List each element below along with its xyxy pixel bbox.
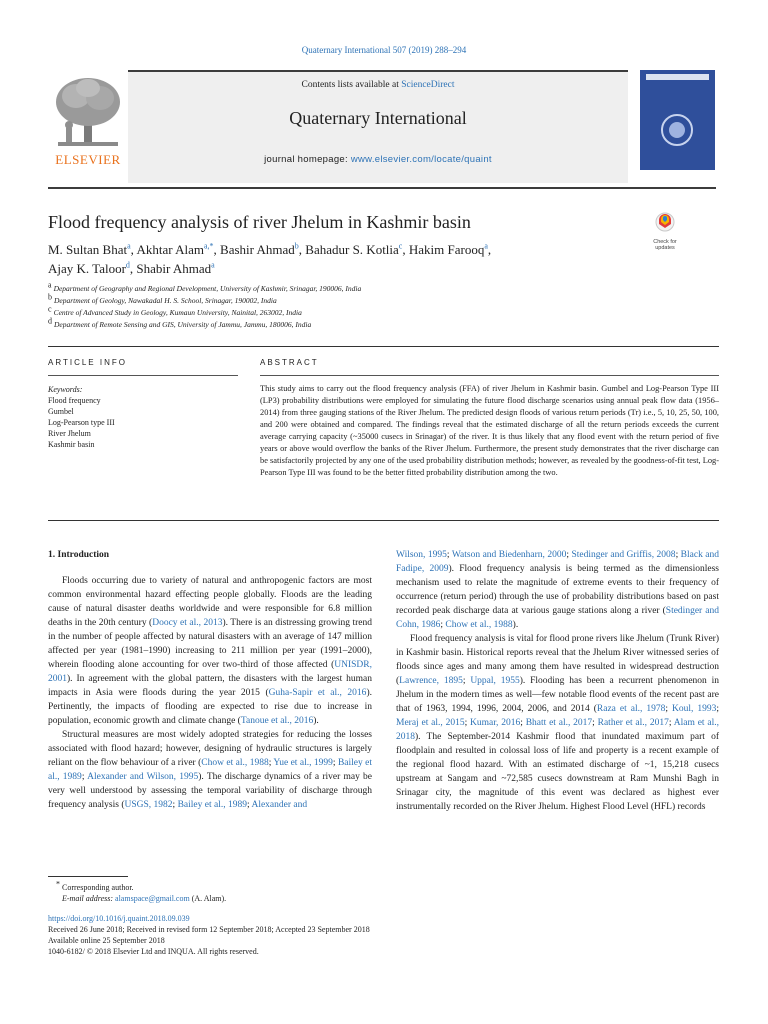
citation-link[interactable]: Tanoue et al., 2016: [240, 716, 314, 726]
paragraph-text: ;: [172, 800, 178, 810]
affiliation-key: d: [48, 316, 52, 326]
affiliation-text: Department of Remote Sensing and GIS, University of Jammu, Jammu, 180006, India: [54, 320, 312, 329]
affiliation-key: c: [48, 304, 52, 314]
abstract-heading: ABSTRACT: [260, 358, 319, 367]
journal-title: Quaternary International: [289, 108, 467, 128]
paragraph-text: ).: [512, 620, 519, 630]
body-column-left: [48, 548, 372, 812]
received-dates: Received 26 June 2018; Received in revised form 12 September 2018; Accepted 23 September 2018: [48, 925, 370, 934]
paragraph-text: ). Pertinently, the impacts of flooding are expected to rise due to increase in population, economic growth and climate change (: [48, 688, 372, 726]
citation-link[interactable]: Chow et al., 1988: [201, 758, 269, 768]
paragraph-text: ;: [464, 718, 471, 728]
citation-link[interactable]: Bailey et al., 1989: [177, 800, 247, 810]
citation-link[interactable]: Koul, 1993: [672, 704, 717, 714]
affiliation-text: Centre of Advanced Study in Geology, Kumaun University, Nainital, 263002, India: [53, 308, 302, 317]
body-paragraph: [48, 728, 372, 812]
cover-seal-center: [669, 122, 685, 138]
author-affiliation-marker[interactable]: a: [211, 260, 215, 270]
author-name[interactable]: Ajay K. Taloor: [48, 261, 126, 276]
affiliation-key: b: [48, 292, 52, 302]
citation-link[interactable]: Uppal, 1955: [470, 676, 520, 686]
paragraph-text: ;: [446, 550, 452, 560]
keyword-item: Log-Pearson type III: [48, 418, 115, 427]
author-affiliation-marker[interactable]: a: [127, 241, 131, 251]
article-info-rule: [48, 375, 238, 376]
keyword-item: Kashmir basin: [48, 440, 95, 449]
body-paragraph: [396, 632, 719, 814]
abstract-bottom-rule: [48, 520, 719, 521]
author-separator: ,: [129, 261, 137, 276]
citation-link[interactable]: Bailey et al., 1989: [48, 758, 373, 782]
citation-link[interactable]: Alexander and: [251, 800, 308, 810]
citation-link[interactable]: Stedinger and Griffis, 2008: [571, 550, 676, 560]
author-affiliation-marker[interactable]: a: [484, 241, 488, 251]
paragraph-text: ;: [332, 758, 338, 768]
citation-link[interactable]: Black and Fadipe, 2009: [396, 550, 720, 574]
paragraph-text: ). In agreement with the global pattern, the disasters with the largest human impacts in Asia were floods during the year 2015 (: [48, 674, 372, 698]
check-for-updates-button[interactable]: [648, 212, 682, 250]
citation-link[interactable]: USGS, 1982: [124, 800, 173, 810]
email-link[interactable]: alamspace@gmail.com: [115, 894, 190, 903]
paragraph-text: ). Flooding has been a recurrent phenomenon in Jhelum in the modern times as well—few notable flood events of the recent past are that of 1963, 1994, 1996, 2004, 2006, and 2014 (: [396, 676, 720, 714]
paragraph-text: Structural measures are most widely adopted strategies for reducing the losses associated with flood hazard; however, designing of hydraulic structures is largely reliant on the flow behaviour of a river (: [48, 730, 372, 768]
author-separator: ,: [402, 242, 409, 257]
keyword-item: Gumbel: [48, 407, 74, 416]
header-center-panel: [128, 70, 628, 183]
citation-link[interactable]: Doocy et al., 2013: [152, 618, 223, 628]
journal-cover-image[interactable]: [640, 70, 715, 170]
section-heading-introduction: 1. Introduction: [48, 550, 110, 560]
author-affiliation-marker[interactable]: b: [294, 241, 299, 251]
author-affiliation-marker[interactable]: a,*: [203, 241, 214, 251]
homepage-line: [128, 154, 628, 165]
journal-header: [48, 70, 628, 183]
citation-link[interactable]: Watson and Biedenharn, 2000: [451, 550, 567, 560]
paragraph-text: Floods occurring due to variety of natural and anthropogenic factors are most common environmental hazard effecting people globally. Floods are the leading cause of natural disaster deaths worldwide and were responsible for 6.8 million deaths in the 20th century (: [48, 576, 372, 628]
keyword-item: Flood frequency: [48, 396, 101, 405]
paragraph-text: ;: [716, 704, 720, 714]
citation-link[interactable]: Lawrence, 1895: [399, 676, 463, 686]
email-note: [48, 893, 448, 904]
check-updates-line2: updates: [655, 245, 675, 251]
keywords-list: [48, 395, 238, 450]
affiliation-text: Department of Geography and Regional Development, University of Kashmir, Srinagar, 190006, India: [53, 284, 362, 293]
citation-link[interactable]: Raza et al., 1978: [596, 704, 666, 714]
keywords-block: [48, 384, 238, 450]
paragraph-text: ;: [440, 620, 446, 630]
affiliation-b: [48, 292, 648, 306]
corresponding-text: Corresponding author.: [62, 883, 134, 892]
paragraph-text: Flood frequency analysis is vital for flood prone rivers like Jhelum (Trunk River) in Kashmir basin. Historical reports reveal that the Jhelum River witnessed series of floods since ages and many among them have resulted in widespread destruction (: [396, 634, 719, 686]
affiliation-a: [48, 280, 648, 294]
journal-reference-link[interactable]: Quaternary International 507 (2019) 288–294: [301, 45, 467, 55]
affiliation-key: a: [48, 280, 52, 290]
author-separator: ,: [487, 242, 492, 257]
body-column-right: [396, 548, 719, 814]
citation-link[interactable]: Guha-Sapir et al., 2016: [268, 688, 367, 698]
author-separator: ,: [130, 242, 137, 257]
abstract-rule: [260, 375, 719, 376]
citation-link[interactable]: Alexander and Wilson, 1995: [87, 772, 199, 782]
cover-title-strip: [646, 74, 709, 80]
author-name[interactable]: Shabir Ahmad: [136, 261, 212, 276]
body-paragraph: [396, 548, 719, 632]
email-label: E-mail address:: [62, 894, 114, 903]
author-name[interactable]: Akhtar Alam: [136, 242, 204, 257]
check-updates-icon: [655, 212, 675, 234]
email-suffix: (A. Alam).: [189, 894, 227, 903]
paragraph-text: ;: [462, 676, 471, 686]
author-list: [48, 240, 648, 278]
corresponding-author-note: [48, 879, 448, 893]
paragraph-text: ;: [520, 718, 526, 728]
abstract-text: This study aims to carry out the flood frequency analysis (FFA) of river Jhelum in Kashmir basin. Gumbel and Log-Pearson Type III (LP3) probability distributions were employed for simulating the future flood discharge scenarios using annual peak flow data (1956–2014) from three gauging stations of the River Jhelum. The predicted design floods of various return periods (Tr) i.e., 5, 10, 25, 50, 100, and 200 were obtained and compared. The findings reveal that the estimated discharge of all the return periods exceeds the current average carrying capacity (~35000 cusecs in Srinagar) of the river. It is thus likely that any flood event with the return period of five years or above would overflow the banks of the River Jhelum. Furthermore, the present study demonstrates that the river discharge can be satisfactorily projected by any one of the used probability distribution methods; however, as revealed by the goodness-of-fit test, Log-Pearson Type III was found to be the better fitted probability distribution among the two.: [260, 384, 720, 477]
citation-link[interactable]: Chow et al., 1988: [445, 620, 513, 630]
keywords-label: Keywords:: [48, 385, 83, 394]
paragraph-text: ;: [665, 704, 672, 714]
body-paragraph: [48, 574, 372, 728]
author-name[interactable]: Hakim Farooq: [408, 242, 485, 257]
citation-link[interactable]: Meraj et al., 2015: [396, 718, 465, 728]
right-column-paragraphs: [396, 548, 719, 814]
elsevier-wordmark: ELSEVIER: [55, 152, 121, 167]
author-separator: ,: [298, 242, 306, 257]
left-column-paragraphs: [48, 574, 372, 812]
publication-info: [48, 913, 648, 957]
sciencedirect-link[interactable]: ScienceDirect: [401, 80, 455, 90]
citation-link[interactable]: Kumar, 2016: [470, 718, 521, 728]
paragraph-text: ;: [592, 718, 598, 728]
paragraph-text: ;: [268, 758, 274, 768]
paragraph-text: ;: [81, 772, 88, 782]
author-name[interactable]: Bahadur S. Kotlia: [305, 242, 399, 257]
corresponding-mark: *: [56, 879, 60, 889]
paragraph-text: ;: [675, 550, 681, 560]
author-name[interactable]: Bashir Ahmad: [220, 242, 295, 257]
paragraph-text: ).: [313, 716, 319, 726]
paragraph-text: ). There is an distressing growing trend in the number of people affected by natural disasters with an average of 147 million affected per year (1981–1990) increasing to 211 million per year (1991–2000), wherein flooding alone accounting for over two-third of those affected (: [48, 618, 372, 670]
article-info-top-rule: [48, 346, 719, 347]
article-title: Flood frequency analysis of river Jhelum in Kashmir basin: [48, 212, 471, 232]
paragraph-text: ;: [668, 718, 674, 728]
cover-seal-icon: [661, 114, 693, 146]
keyword-item: River Jhelum: [48, 429, 91, 438]
header-rule: [48, 187, 716, 189]
citation-link[interactable]: Yue et al., 1999: [273, 758, 333, 768]
paragraph-text: ;: [566, 550, 572, 560]
footnote-rule: [48, 876, 128, 877]
article-info-heading: ARTICLE INFO: [48, 358, 127, 367]
doi-link[interactable]: https://doi.org/10.1016/j.quaint.2018.09.039: [48, 914, 190, 923]
available-online: Available online 25 September 2018: [48, 936, 165, 945]
paragraph-text: ;: [246, 800, 252, 810]
citation-link[interactable]: Wilson, 1995: [396, 550, 447, 560]
check-updates-label: [648, 239, 682, 251]
copyright: 1040-6182/ © 2018 Elsevier Ltd and INQUA. All rights reserved.: [48, 947, 259, 956]
header-top-rule: [128, 70, 628, 72]
elsevier-logo[interactable]: [48, 72, 128, 172]
affiliation-text: Department of Geology, Nawakadal H. S. School, Srinagar, 190002, India: [54, 296, 277, 305]
citation-link[interactable]: Stedinger and Cohn, 1986: [396, 606, 719, 630]
paragraph-text: ). Flood frequency analysis is being termed as the dimensionless mechanism used to relate the magnitude of extreme events to their frequency of occurrence (return period) through the use of probability distributions based on past recorded peak discharge data at various gauge stations along a river (: [396, 564, 719, 616]
citation-link[interactable]: Bhatt et al., 2017: [525, 718, 593, 728]
check-updates-line1: Check for: [653, 239, 677, 245]
citation-link[interactable]: UNISDR, 2001: [48, 660, 372, 684]
author-affiliation-marker[interactable]: c: [398, 241, 403, 251]
paragraph-text: ). The September-2014 Kashmir flood that inundated maximum part of floodplain and resulted in colossal loss of life and property is a recent example of the regional flood hazard. With an estimated discharge of ~1, 15,218 cusecs upstream at Sangam and ~72,585 cusecs downstream at Ram Munshi Bagh in Srinagar city, the magnitude of this event was declared as highest ever instrumentally recorded on the River Jhelum. Highest Flood Level (HFL) records: [396, 732, 719, 812]
author-name[interactable]: M. Sultan Bhat: [48, 242, 128, 257]
paragraph-text: ). The discharge dynamics of a river may be very well understood by assessing the temporal variability of discharge through frequency analysis (: [48, 772, 372, 810]
homepage-prefix: journal homepage:: [264, 154, 351, 165]
contents-prefix: Contents lists available at: [301, 80, 402, 90]
affiliation-c: [48, 304, 648, 318]
author-separator: ,: [213, 242, 221, 257]
citation-link[interactable]: Rather et al., 2017: [597, 718, 669, 728]
affiliation-d: [48, 316, 648, 330]
contents-line: [128, 80, 628, 90]
citation-link[interactable]: Alam et al., 2018: [396, 718, 719, 742]
homepage-link[interactable]: www.elsevier.com/locate/quaint: [350, 154, 492, 165]
footnotes: [48, 879, 448, 904]
elsevier-tree-icon: [48, 72, 128, 152]
author-affiliation-marker[interactable]: d: [125, 260, 130, 270]
